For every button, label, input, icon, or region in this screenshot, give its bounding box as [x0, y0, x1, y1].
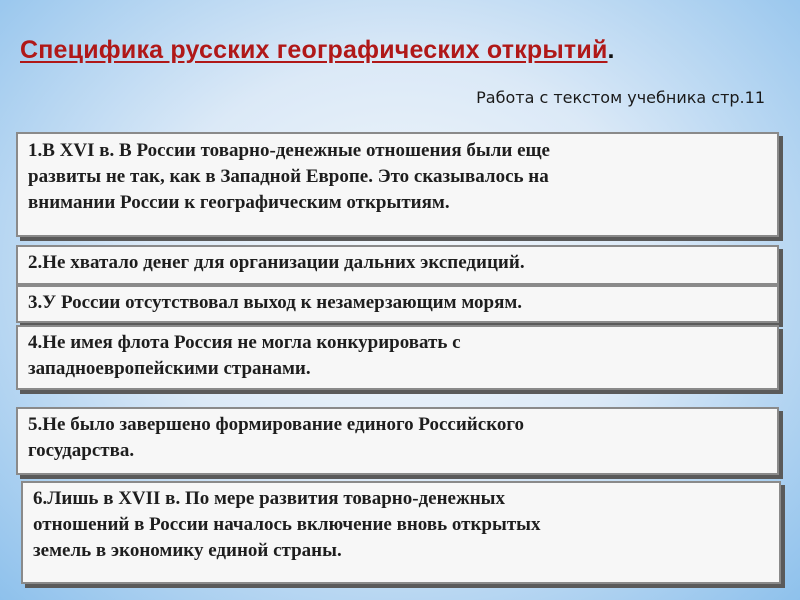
text-card-3: 3.У России отсутствовал выход к незамерзающим морям.: [16, 285, 779, 323]
text-card-2: 2.Не хватало денег для организации дальних экспедиций.: [16, 245, 779, 285]
slide-subtitle: Работа с текстом учебника стр.11: [476, 88, 765, 107]
text-card-5: 5.Не было завершено формирование единого Российского государства.: [16, 407, 779, 475]
text-card-4: 4.Не имея флота Россия не могла конкурировать с западноевропейскими странами.: [16, 325, 779, 390]
slide-title-text: Специфика русских географических открытий: [20, 36, 608, 64]
text-card-6: 6.Лишь в XVII в. По мере развития товарно-денежных отношений в России началось включение вновь открытых земель в экономику единой страны.: [21, 481, 781, 584]
slide-title: [20, 36, 800, 65]
slide-title-period: .: [607, 36, 615, 64]
text-card-1: 1.В XVI в. В России товарно-денежные отношения были еще развиты не так, как в Западной Европе. Это сказывалось на внимании России к географическим открытиям.: [16, 132, 779, 237]
